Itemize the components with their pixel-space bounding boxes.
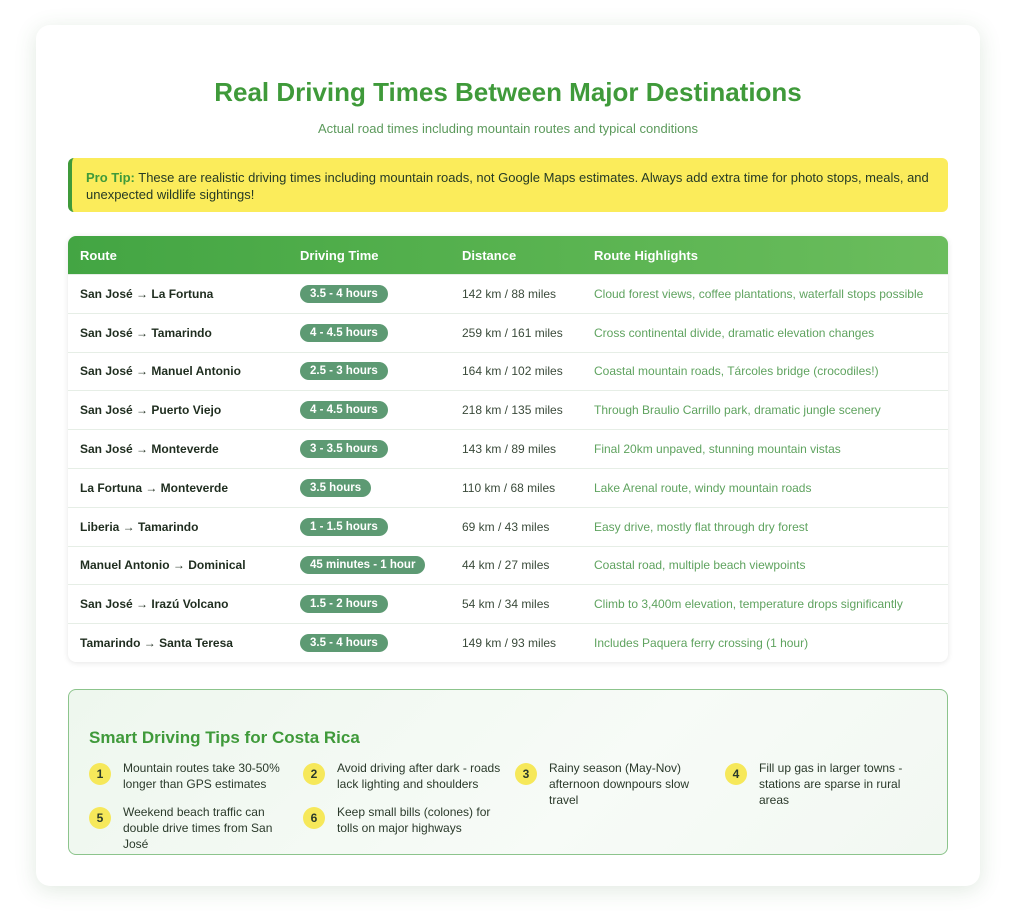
route-cell: San José → La Fortuna (80, 286, 214, 301)
tip-item (303, 760, 503, 792)
driving-tips-panel (68, 689, 948, 855)
highlights-cell: Coastal mountain roads, Tárcoles bridge (crocodiles!) (594, 364, 879, 379)
table-row (68, 507, 948, 546)
page-subtitle: Actual road times including mountain routes and typical conditions (317, 121, 699, 136)
route-cell: La Fortuna → Monteverde (80, 480, 229, 495)
column-header-driving-time: Driving Time (300, 247, 379, 263)
tip-item (725, 760, 925, 808)
tip-text: Rainy season (May-Nov) afternoon downpours slow travel (549, 761, 690, 807)
distance-cell: 143 km / 89 miles (462, 442, 557, 457)
tip-item (89, 760, 289, 792)
distance-cell: 218 km / 135 miles (462, 403, 563, 418)
tip-number-badge: 4 (725, 763, 747, 785)
page-title: Real Driving Times Between Major Destinations (214, 77, 802, 107)
highlights-cell: Climb to 3,400m elevation, temperature drops significantly (594, 597, 903, 612)
pro-tip-label: Pro Tip: (86, 170, 135, 185)
table-row (68, 546, 948, 585)
tip-number-badge: 5 (89, 807, 111, 829)
distance-cell: 54 km / 34 miles (462, 597, 550, 612)
distance-cell: 164 km / 102 miles (462, 364, 563, 379)
driving-time-badge: 3.5 - 4 hours (300, 285, 388, 303)
route-cell: Tamarindo → Santa Teresa (80, 636, 233, 651)
table-row (68, 468, 948, 507)
column-header-route: Route (80, 247, 117, 263)
highlights-cell: Final 20km unpaved, stunning mountain vistas (594, 442, 841, 457)
driving-time-badge: 1.5 - 2 hours (300, 595, 388, 613)
content-card (36, 25, 980, 886)
tip-number-badge: 2 (303, 763, 325, 785)
tip-number-badge: 3 (515, 763, 537, 785)
route-cell: San José → Puerto Viejo (80, 403, 222, 418)
tip-number-badge: 6 (303, 807, 325, 829)
tip-text: Mountain routes take 30-50% longer than GPS estimates (123, 761, 280, 791)
column-header-distance: Distance (462, 247, 517, 263)
distance-cell: 149 km / 93 miles (462, 636, 557, 651)
driving-time-badge: 45 minutes - 1 hour (300, 556, 425, 574)
distance-cell: 44 km / 27 miles (462, 558, 550, 573)
tip-text: Fill up gas in larger towns - stations are sparse in rural areas (759, 761, 903, 807)
tip-item (89, 804, 289, 852)
highlights-cell: Cloud forest views, coffee plantations, waterfall stops possible (594, 286, 924, 301)
highlights-cell: Cross continental divide, dramatic elevation changes (594, 325, 875, 340)
distance-cell: 110 km / 68 miles (462, 480, 556, 495)
driving-times-table (68, 236, 948, 662)
driving-time-badge: 3.5 hours (300, 479, 371, 497)
tip-number-badge: 1 (89, 763, 111, 785)
driving-time-badge: 4 - 4.5 hours (300, 401, 388, 419)
route-cell: Manuel Antonio → Dominical (80, 558, 246, 573)
highlights-cell: Through Braulio Carrillo park, dramatic jungle scenery (594, 403, 881, 418)
table-row (68, 390, 948, 429)
tip-text: Weekend beach traffic can double drive times from San José (123, 805, 273, 851)
table-row (68, 313, 948, 352)
table-row (68, 274, 948, 313)
table-row (68, 429, 948, 468)
tip-text: Keep small bills (colones) for tolls on major highways (337, 805, 491, 835)
table-header (68, 236, 948, 274)
pro-tip-text: These are realistic driving times including mountain roads, not Google Maps estimates. Always add extra time for photo stops, meals, and unexpected wildlife sightings! (86, 170, 929, 202)
table-row (68, 352, 948, 391)
route-cell: San José → Monteverde (80, 442, 219, 457)
tips-title: Smart Driving Tips for Costa Rica (89, 728, 360, 747)
table-row (68, 584, 948, 623)
driving-time-badge: 3.5 - 4 hours (300, 634, 388, 652)
route-cell: San José → Tamarindo (80, 325, 212, 340)
highlights-cell: Lake Arenal route, windy mountain roads (594, 480, 812, 495)
highlights-cell: Includes Paquera ferry crossing (1 hour) (594, 636, 809, 651)
highlights-cell: Coastal road, multiple beach viewpoints (594, 558, 806, 573)
pro-tip-callout (68, 158, 948, 212)
highlights-cell: Easy drive, mostly flat through dry forest (594, 519, 809, 534)
route-cell: Liberia → Tamarindo (80, 519, 199, 534)
route-cell: San José → Manuel Antonio (80, 364, 241, 379)
distance-cell: 69 km / 43 miles (462, 519, 550, 534)
driving-time-badge: 3 - 3.5 hours (300, 440, 388, 458)
tip-text: Avoid driving after dark - roads lack lighting and shoulders (337, 761, 501, 791)
driving-time-badge: 2.5 - 3 hours (300, 362, 388, 380)
distance-cell: 142 km / 88 miles (462, 286, 557, 301)
route-cell: San José → Irazú Volcano (80, 597, 229, 612)
driving-time-badge: 1 - 1.5 hours (300, 518, 388, 536)
driving-time-badge: 4 - 4.5 hours (300, 324, 388, 342)
tip-item (515, 760, 715, 808)
table-row (68, 623, 948, 662)
distance-cell: 259 km / 161 miles (462, 325, 563, 340)
column-header-route-highlights: Route Highlights (594, 247, 698, 263)
tip-item (303, 804, 503, 836)
